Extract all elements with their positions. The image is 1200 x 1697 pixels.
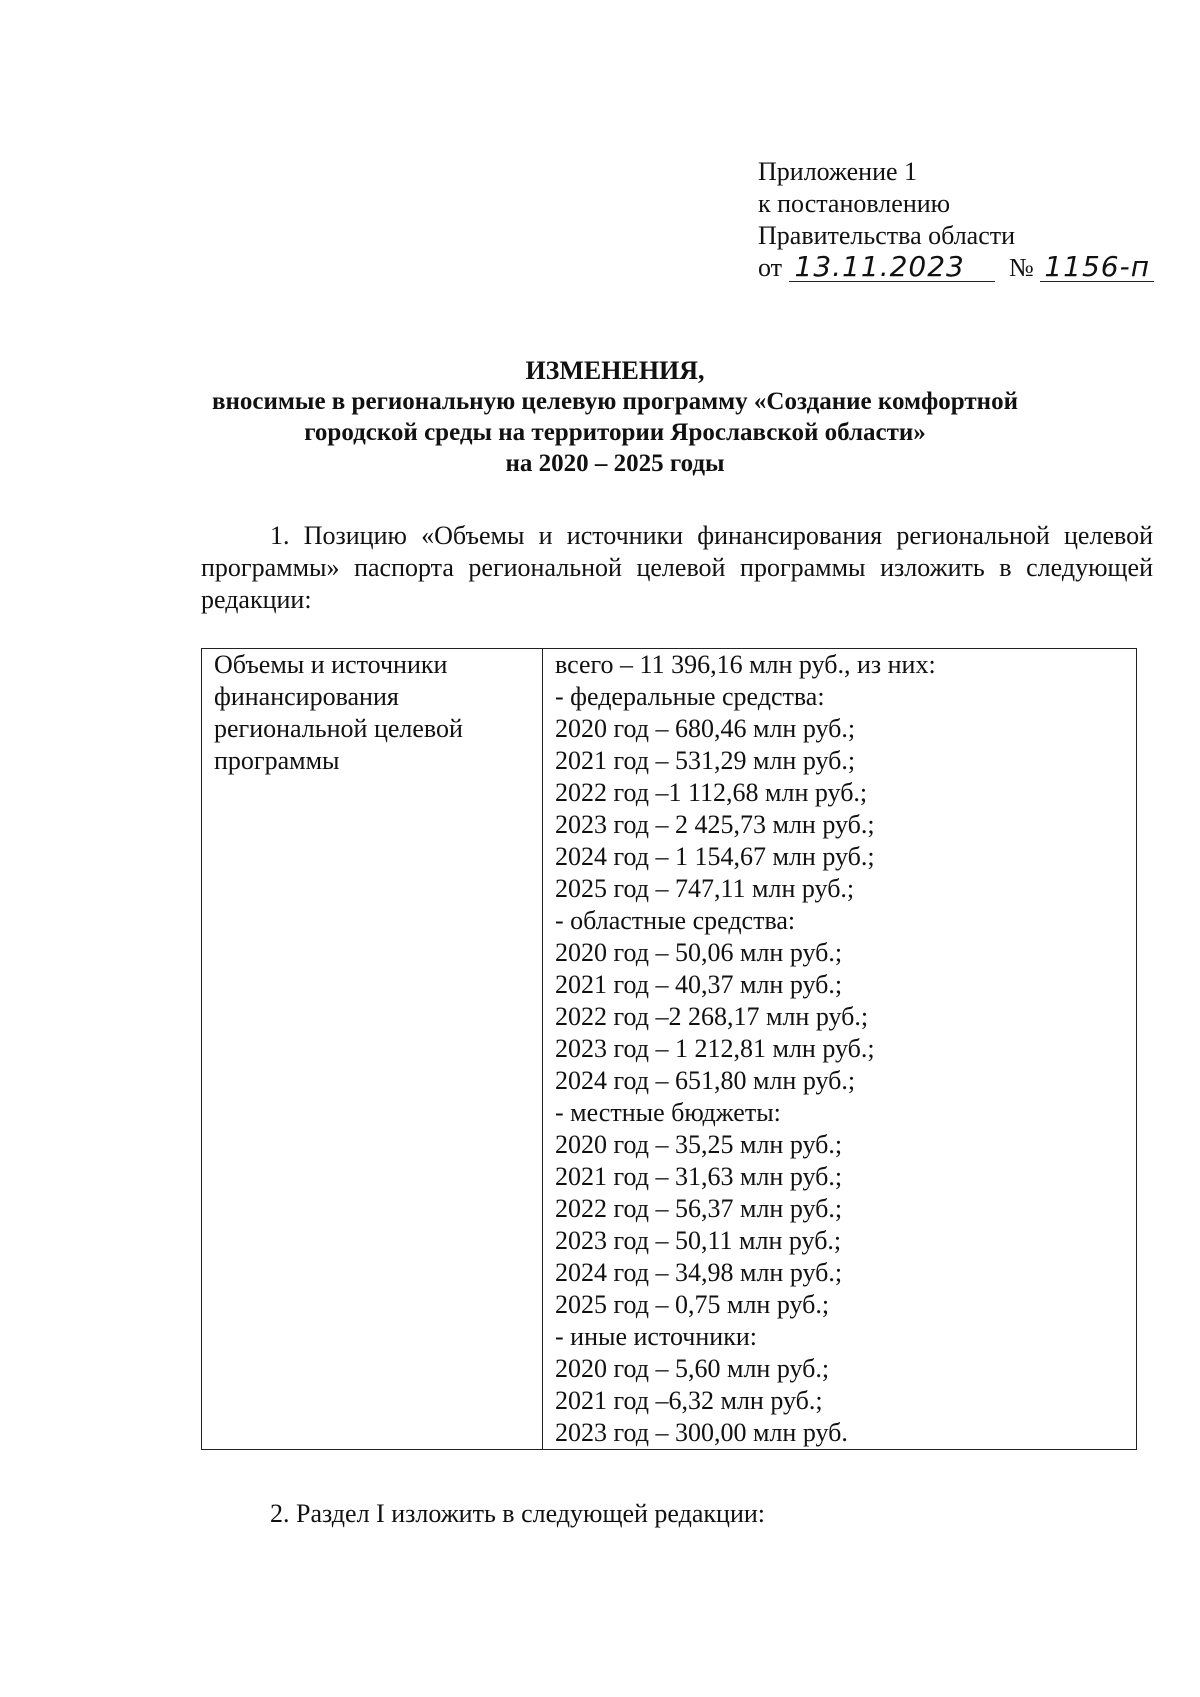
paragraph-2: 2. Раздел I изложить в следующей редакции: xyxy=(270,1499,765,1528)
title-line-3: на 2020 – 2025 годы xyxy=(505,450,725,477)
table-label-cell xyxy=(202,649,543,1450)
value-line: 2021 год – 40,37 млн руб.; xyxy=(555,970,843,999)
table-row xyxy=(202,649,1137,1450)
value-line: 2025 год – 0,75 млн руб.; xyxy=(555,1290,830,1319)
date-prefix: от xyxy=(758,253,783,282)
value-line: 2024 год – 1 154,67 млн руб.; xyxy=(555,842,875,871)
paragraph-1: 1. Позицию «Объемы и источники финансирования региональной целевой программы» паспорта региональной целевой программы изложить в следующей редакции: xyxy=(201,521,1153,614)
title-main: ИЗМЕНЕНИЯ, xyxy=(525,356,705,385)
label-line: программы xyxy=(214,746,340,775)
value-line: - федеральные средства: xyxy=(555,682,825,711)
value-line: 2024 год – 651,80 млн руб.; xyxy=(555,1066,856,1095)
value-line: 2022 год –1 112,68 млн руб.; xyxy=(555,778,868,807)
appendix-line-3: Правительства области xyxy=(758,221,1016,250)
financing-table xyxy=(201,648,1137,1450)
value-line: всего – 11 396,16 млн руб., из них: xyxy=(555,650,936,679)
value-line: 2021 год –6,32 млн руб.; xyxy=(555,1386,823,1415)
value-line: 2020 год – 50,06 млн руб.; xyxy=(555,938,843,967)
value-line: 2020 год – 680,46 млн руб.; xyxy=(555,714,856,743)
document-title xyxy=(150,355,1080,479)
handwritten-number: 1156-п xyxy=(1040,253,1154,282)
value-line: 2023 год – 2 425,73 млн руб.; xyxy=(555,810,875,839)
label-line: Объемы и источники xyxy=(214,650,448,679)
value-line: - областные средства: xyxy=(555,906,796,935)
value-line: 2020 год – 35,25 млн руб.; xyxy=(555,1130,843,1159)
value-line: 2023 год – 50,11 млн руб.; xyxy=(555,1226,842,1255)
appendix-header xyxy=(758,156,1154,284)
number-sign: № xyxy=(1009,253,1034,282)
handwritten-date: 13.11.2023 xyxy=(789,253,995,282)
appendix-line-1: Приложение 1 xyxy=(758,157,918,186)
value-line: 2024 год – 34,98 млн руб.; xyxy=(555,1258,843,1287)
value-line: 2023 год – 300,00 млн руб. xyxy=(555,1418,848,1447)
table-value-cell xyxy=(543,649,1137,1450)
label-line: региональной целевой xyxy=(214,714,463,743)
value-line: 2021 год – 31,63 млн руб.; xyxy=(555,1162,843,1191)
appendix-line-2: к постановлению xyxy=(758,189,951,218)
value-line: 2023 год – 1 212,81 млн руб.; xyxy=(555,1034,875,1063)
value-line: 2021 год – 531,29 млн руб.; xyxy=(555,746,856,775)
appendix-date-row xyxy=(758,252,1154,284)
title-line-2: городской среды на территории Ярославской области» xyxy=(304,419,926,446)
value-line: 2020 год – 5,60 млн руб.; xyxy=(555,1354,830,1383)
value-line: 2025 год – 747,11 млн руб.; xyxy=(555,874,855,903)
value-line: - местные бюджеты: xyxy=(555,1098,781,1127)
value-line: 2022 год –2 268,17 млн руб.; xyxy=(555,1002,869,1031)
value-line: - иные источники: xyxy=(555,1322,757,1351)
value-line: 2022 год – 56,37 млн руб.; xyxy=(555,1194,843,1223)
title-line-1: вносимые в региональную целевую программу «Создание комфортной xyxy=(212,388,1018,415)
label-line: финансирования xyxy=(214,682,399,711)
